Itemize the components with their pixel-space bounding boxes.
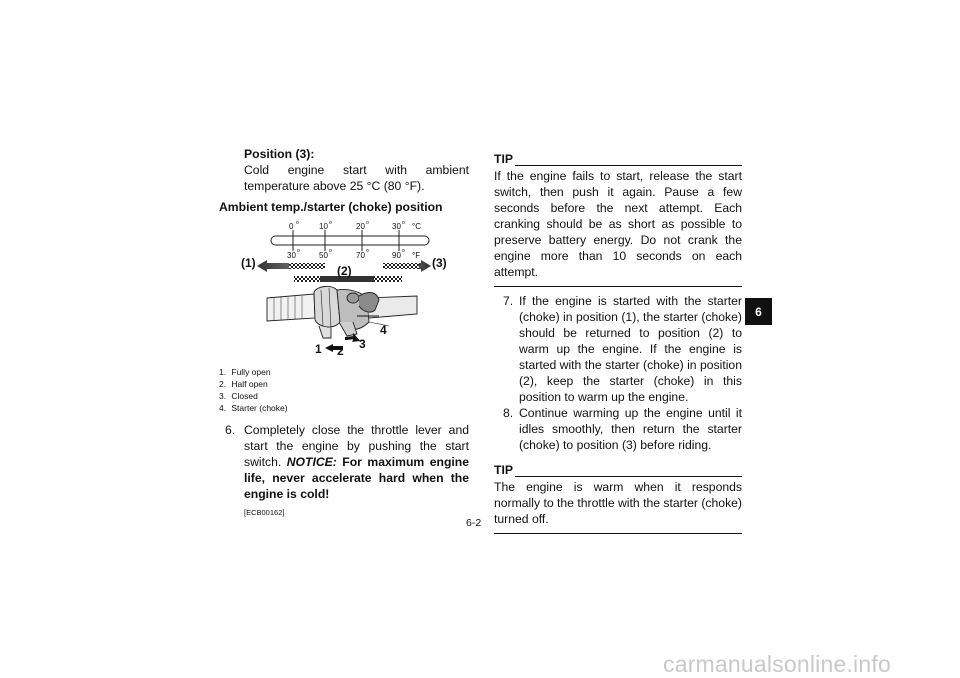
degree-mark: o xyxy=(366,220,369,226)
fahrenheit-unit: °F xyxy=(412,251,421,260)
celsius-unit: °C xyxy=(412,222,421,231)
degree-mark: o xyxy=(366,248,369,254)
position3-label: (3) xyxy=(432,256,447,270)
step-7 xyxy=(494,293,742,405)
step-text: Completely close the throttle lever and start the engine by pushing the start switch. NOTICE: For maximum engine life, never accelerate hard when the engine is cold! xyxy=(244,423,470,501)
page-number: 6-2 xyxy=(466,517,482,529)
step-number: 6. xyxy=(225,423,236,437)
degree-mark: o xyxy=(329,220,332,226)
legend-item: 4. Starter (choke) xyxy=(219,403,288,413)
notice-label: NOTICE: xyxy=(286,455,337,469)
callout-4: 4 xyxy=(380,323,387,337)
tip-header: TIP xyxy=(494,152,742,166)
position3-title: Position (3): xyxy=(244,147,315,161)
legend-item: 2. Half open xyxy=(219,379,268,389)
degree-mark: o xyxy=(297,248,300,254)
celsius-tick: 30 xyxy=(392,222,401,231)
handlebar-drawing xyxy=(267,286,417,338)
step-6 xyxy=(219,422,469,502)
position2-label: (2) xyxy=(337,264,352,278)
position1-label: (1) xyxy=(241,256,256,270)
legend-item: 3. Closed xyxy=(219,391,258,401)
celsius-tick: 0 xyxy=(289,222,294,231)
tip-rule xyxy=(494,527,742,534)
degree-mark: o xyxy=(402,248,405,254)
left-column xyxy=(219,146,469,517)
tip-box-1 xyxy=(494,152,742,287)
degree-mark: o xyxy=(329,248,332,254)
figure-title: Ambient temp./starter (choke) position xyxy=(219,200,443,214)
reference-code: [ECB00162] xyxy=(244,508,285,517)
choke-illustration xyxy=(219,218,469,366)
tip-box-2 xyxy=(494,463,742,534)
fahrenheit-tick: 70 xyxy=(356,251,365,260)
celsius-tick: 10 xyxy=(319,222,328,231)
callout-1: 1 xyxy=(315,342,322,356)
tip-text: The engine is warm when it responds normally to the throttle with the starter (choke) turned off. xyxy=(494,480,742,526)
watermark: carmanualsonline.info xyxy=(663,651,891,677)
step-number: 7. xyxy=(503,294,514,308)
section-tab: 6 xyxy=(745,298,772,325)
position3-text: Cold engine start with ambient temperature above 25 °C (80 °F). xyxy=(244,163,469,193)
tip-text: If the engine fails to start, release the start switch, then push it again. Pause a few seconds before the next attempt. Each cranking should be as short as possible to preserve battery energy. Do not crank the engine more than 10 seconds on each attempt. xyxy=(494,169,742,279)
callout-3: 3 xyxy=(359,337,366,351)
choke-figure xyxy=(219,218,469,366)
tip-rule xyxy=(494,280,742,287)
step-text: If the engine is started with the starter (choke) in position (1), the starter (choke) should be returned to position (2) to warm up the engine. If the engine is started with the starter (choke) in position (2), keep the starter (choke) in this position to warm up the engine. xyxy=(519,294,742,404)
degree-mark: o xyxy=(296,220,299,226)
figure-legend xyxy=(219,366,469,414)
tip-header: TIP xyxy=(494,463,742,477)
legend-item: 1. Fully open xyxy=(219,367,271,377)
step-text: Continue warming up the engine until it idles smoothly, then return the starter (choke) to position (3) before riding. xyxy=(519,406,742,452)
fahrenheit-tick: 30 xyxy=(287,251,296,260)
step-8 xyxy=(494,405,742,453)
right-column xyxy=(494,152,742,540)
fahrenheit-tick: 50 xyxy=(319,251,328,260)
step-number: 8. xyxy=(503,406,514,420)
celsius-tick: 20 xyxy=(356,222,365,231)
degree-mark: o xyxy=(402,220,405,226)
fahrenheit-tick: 90 xyxy=(392,251,401,260)
notice-text: For maximum engine life, never accelerate hard when the engine is cold! xyxy=(244,455,470,501)
callout-2: 2 xyxy=(337,344,344,358)
